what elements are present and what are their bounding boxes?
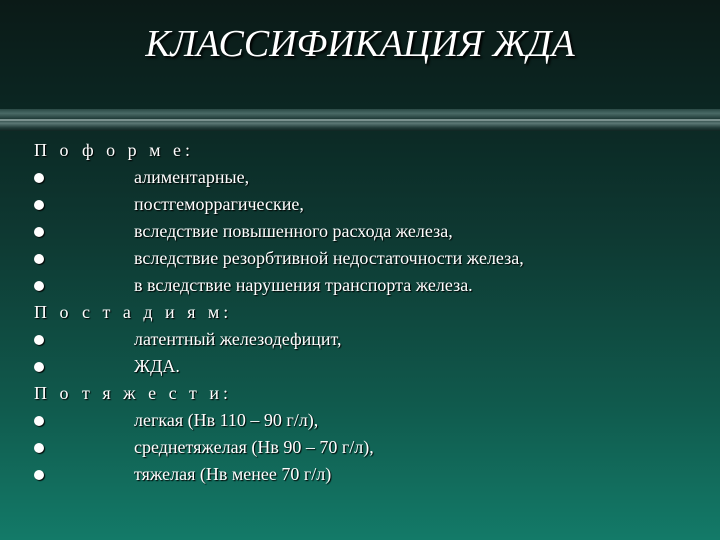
list-item [34,164,704,191]
bullet-dot-icon [34,281,44,291]
bullet-dot-icon [34,362,44,372]
list-item [34,272,704,299]
list-item-text: ЖДА. [134,356,180,376]
section-prefix: П о [34,302,73,322]
list-item-text: постгеморрагические, [134,194,304,214]
section-title: с т а д и я м: [82,302,233,322]
section-prefix: П о [34,140,73,160]
section-heading-severity [34,380,704,407]
list-item-text: в вследствие нарушения транспорта железа. [134,275,473,295]
list-item [34,407,704,434]
list-item-text: латентный железодефицит, [134,329,342,349]
bullet-dot-icon [34,200,44,210]
section-heading-form [34,137,704,164]
bullet-dot-icon [34,443,44,453]
slide-title: КЛАССИФИКАЦИЯ ЖДА [145,23,575,65]
list-item [34,245,704,272]
bullet-dot-icon [34,416,44,426]
list-item [34,434,704,461]
section-heading-stages [34,299,704,326]
bullet-dot-icon [34,335,44,345]
list-item-text: алиментарные, [134,167,250,187]
list-item [34,353,704,380]
section-prefix: П о [34,383,73,403]
list-item-text: вследствие резорбтивной недостаточности железа, [134,248,524,268]
bullet-dot-icon [34,470,44,480]
list-item [34,218,704,245]
list-item [34,191,704,218]
list-item-text: легкая (Нв 110 – 90 г/л), [134,410,319,430]
classification-list [34,137,704,488]
list-item [34,461,704,488]
list-item-text: среднетяжелая (Нв 90 – 70 г/л), [134,437,374,457]
bullet-dot-icon [34,227,44,237]
list-item-text: тяжелая (Нв менее 70 г/л) [134,464,332,484]
section-title: т я ж е с т и: [82,383,233,403]
section-title: ф о р м е: [82,140,195,160]
bullet-dot-icon [34,254,44,264]
list-item [34,326,704,353]
list-item-text: вследствие повышенного расхода железа, [134,221,453,241]
bullet-dot-icon [34,173,44,183]
title-divider [0,109,720,131]
